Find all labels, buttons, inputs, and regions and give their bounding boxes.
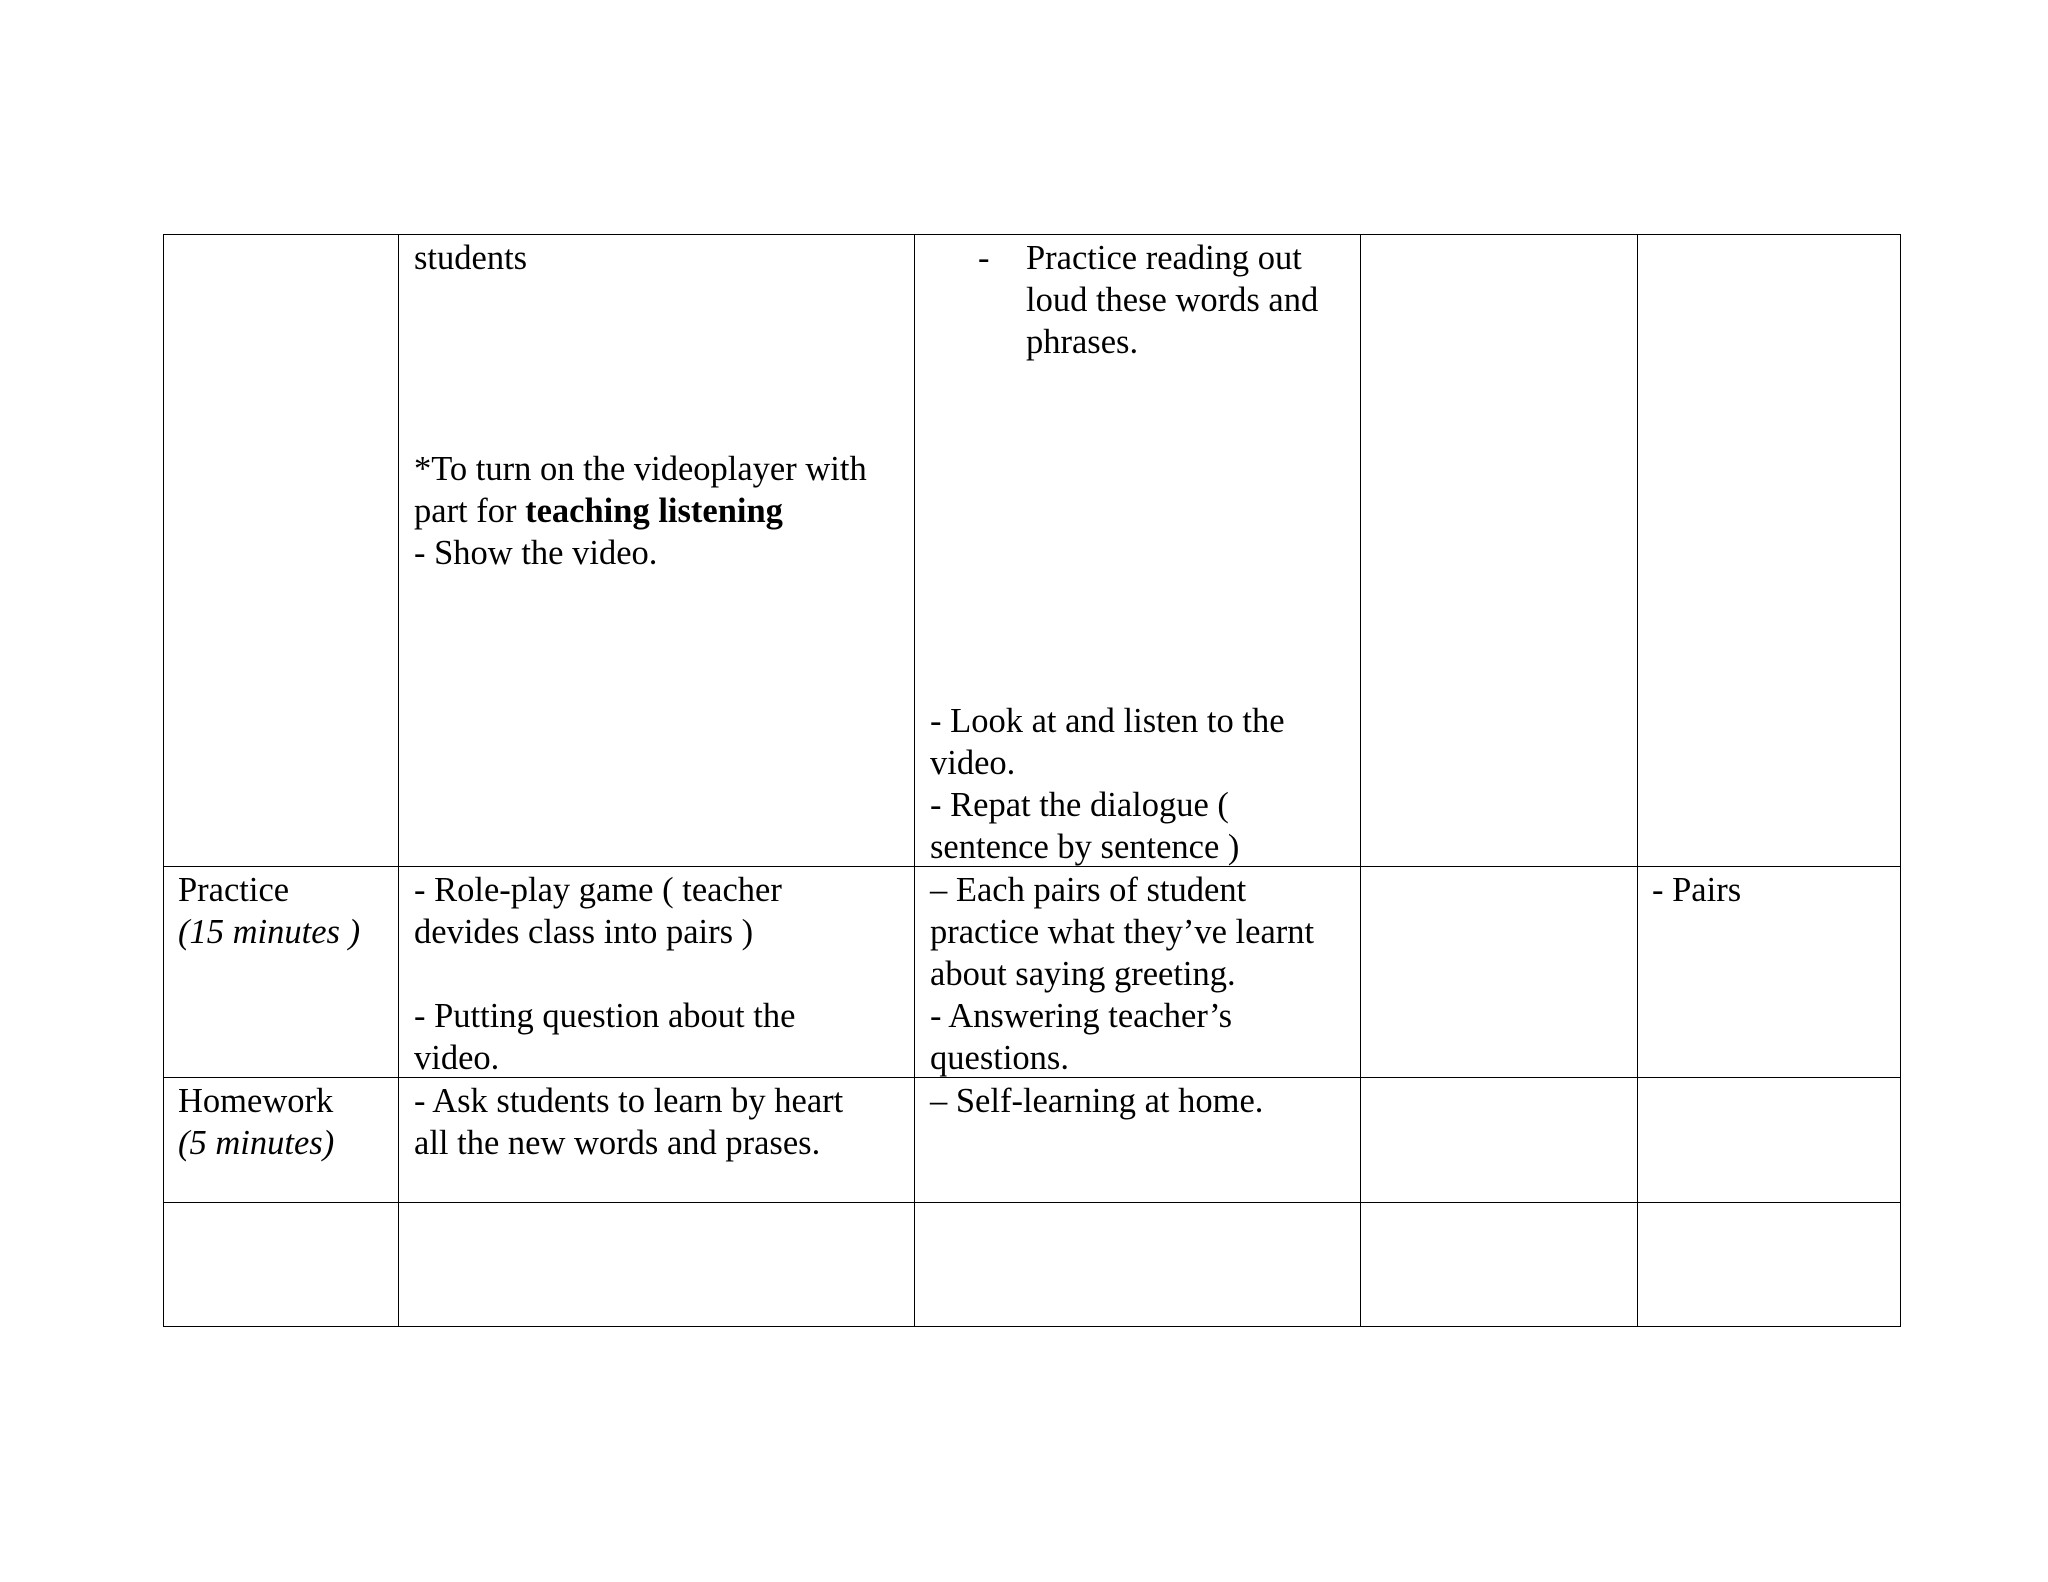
r2-mode: - Pairs	[1652, 871, 1742, 909]
r2-stage-label: Practice	[178, 871, 290, 909]
r3-teacher-line: - Ask students to learn by heart	[414, 1082, 844, 1120]
r1-student-bullet-line: phrases.	[1026, 323, 1139, 361]
r1-teacher-listening-bold: teaching listening	[525, 492, 783, 530]
r1-student-line: video.	[930, 744, 1016, 782]
r1-student-line: - Look at and listen to the	[930, 702, 1285, 740]
r1-teacher-listening-line	[414, 490, 783, 532]
cell-r4-student	[914, 1202, 1361, 1327]
r2-student-line: practice what they’ve learnt	[930, 913, 1315, 951]
cell-r4-col4	[1360, 1202, 1638, 1327]
cell-r4-stage	[163, 1202, 399, 1327]
cell-r2-col4	[1360, 866, 1638, 1078]
cell-r4-teacher	[398, 1202, 915, 1327]
r2-student-line: – Each pairs of student	[930, 871, 1247, 909]
r2-teacher-line: - Putting question about the	[414, 997, 796, 1035]
cell-r1-col4	[1360, 234, 1638, 867]
r1-student-line: - Repat the dialogue (	[930, 786, 1229, 824]
r2-teacher-line: video.	[414, 1039, 500, 1077]
r3-stage-label: Homework	[178, 1082, 334, 1120]
cell-r4-col5	[1637, 1202, 1901, 1327]
r2-student-line: questions.	[930, 1039, 1069, 1077]
r2-teacher-line: devides class into pairs )	[414, 913, 754, 951]
cell-r1-col5	[1637, 234, 1901, 867]
r1-teacher-line1: students	[414, 239, 528, 277]
r2-teacher-line: - Role-play game ( teacher	[414, 871, 782, 909]
r1-teacher-show-video: - Show the video.	[414, 534, 658, 572]
r1-teacher-videoplayer-line: *To turn on the videoplayer with	[414, 450, 867, 488]
r1-student-bullet-line: Practice reading out	[1026, 239, 1302, 277]
r3-teacher-line: all the new words and prases.	[414, 1124, 821, 1162]
r1-student-bullet-line: loud these words and	[1026, 281, 1319, 319]
r2-student-line: - Answering teacher’s	[930, 997, 1233, 1035]
cell-r3-col4	[1360, 1077, 1638, 1203]
r2-stage-time: (15 minutes )	[178, 913, 361, 951]
r3-stage-time: (5 minutes)	[178, 1124, 335, 1162]
r1-student-line: sentence by sentence )	[930, 828, 1240, 866]
r2-student-line: about saying greeting.	[930, 955, 1236, 993]
r1-student-bullet-dash: -	[978, 239, 990, 277]
cell-r3-col5	[1637, 1077, 1901, 1203]
r3-student-line: – Self-learning at home.	[930, 1082, 1264, 1120]
r1-teacher-listening-prefix: part for	[414, 492, 526, 530]
cell-r1-stage	[163, 234, 399, 867]
